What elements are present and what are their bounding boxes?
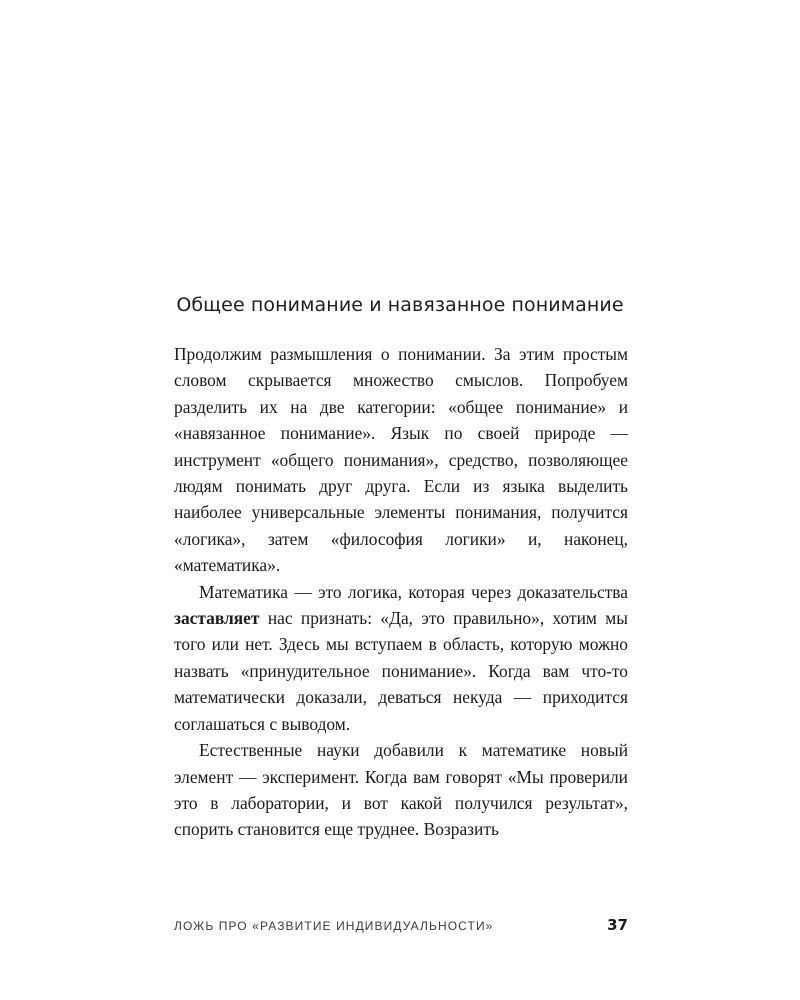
section-heading: Общее понимание и навязанное понимание xyxy=(176,294,624,316)
body-text xyxy=(174,341,628,843)
paragraph-3: Естественные науки добавили к математике новый элемент — эксперимент. Когда вам говорят «Мы проверили это в лаборатории, и вот какой получился результат», спорить становится еще труднее. Возразить xyxy=(174,740,628,840)
paragraph-2-start: Математика — это логика, которая через доказательства xyxy=(199,581,628,602)
emphasis-word: заставляет xyxy=(174,608,260,629)
paragraph-2 xyxy=(174,579,628,737)
running-title: ЛОЖЬ ПРО «РАЗВИТИЕ ИНДИВИДУАЛЬНОСТИ» xyxy=(174,919,494,933)
paragraph-2-end: нас признать: «Да, это правильно», хотим мы того или нет. Здесь мы вступаем в область, которую можно назвать «принудительное понимание». Когда вам что-то математически доказали, деваться некуда — приходится соглашаться с выводом. xyxy=(174,608,628,734)
paragraph-1: Продолжим размышления о понимании. За этим простым словом скрывается множество смыслов. Попробуем разделить их на две категории: «общее понимание» и «навязанное понимание». Язык по своей природе — инструмент «общего понимания», средство, позволяющее людям понимать друг друга. Если из языка выделить наиболее универсальные элементы понимания, получится «логика», затем «философия логики» и, наконец, «математика». xyxy=(174,344,628,576)
page-number: 37 xyxy=(607,916,628,934)
